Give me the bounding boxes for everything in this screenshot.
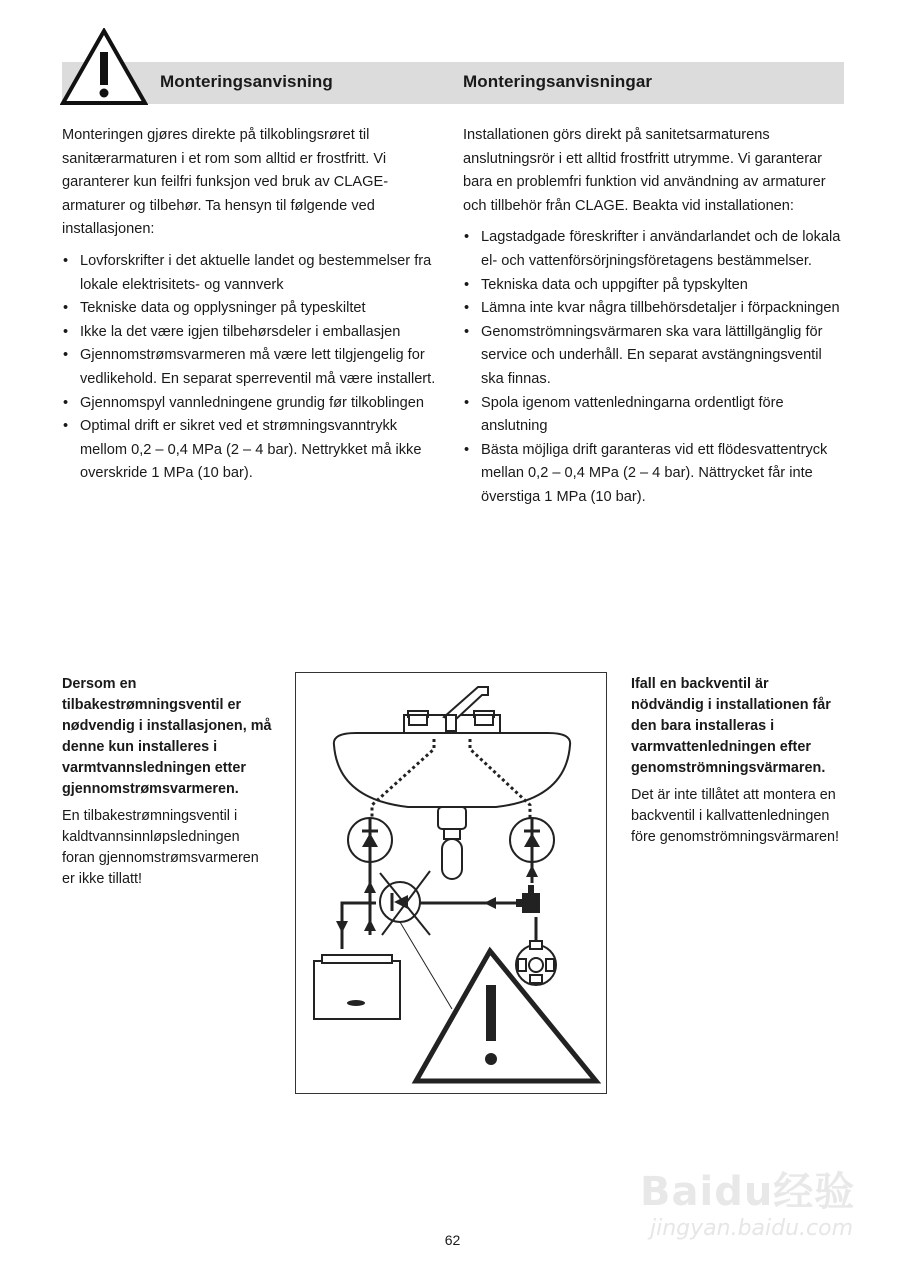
warning-triangle-large-icon [416,951,596,1081]
intro-paragraph: Monteringen gjøres direkte på tilkoblingsrøret til sanitærarmaturen i et rom som alltid er frostfritt. Vi garanterer kun feilfri funksjon ved bruk av CLAGE-armaturer og tilbehør. Ta hensyn til følgende ved installasjonen: [62,127,389,238]
bullet-icon: • [464,323,470,340]
page-number: 62 [444,1232,461,1248]
list-item: • Lovforskrifter i det aktuelle landet og bestemmelser fra lokale elektrisitets- og vannverk [62,250,447,297]
flow-arrow-icons [336,865,538,933]
stop-valve-icon [516,885,540,913]
pipe-lines [342,862,536,949]
list-item: • Ikke la det være igjen tilbehørsdeler i emballasjen [62,321,447,345]
list-item: • Bästa möjliga drift garanteras vid ett flödesvattentryck mellan 0,2 – 0,4 MPa (2 – 4 bar). Nättrycket får inte överstiga 1 MPa (10 bar). [463,439,848,510]
drain-siphon-icon [438,807,466,879]
requirements-list [463,226,848,509]
intro-paragraph: Installationen görs direkt på sanitetsarmaturens anslutningsrör i ett alltid frostfritt utrymme. Vi garanterar bara en problemfri funktion vid användning av armaturer och tillbehör från CLAGE. Beakta vid installationen: [463,127,826,214]
list-item: • Optimal drift er sikret ved et strømningsvanntrykk mellom 0,2 – 0,4 MPa (2 – 4 bar). Nettrykket må ikke overskride 1 MPa (10 bar). [62,415,447,486]
bullet-icon: • [63,252,69,269]
backflow-note-norwegian [62,674,274,890]
bullet-icon: • [464,229,470,246]
installation-diagram [295,672,607,1094]
bullet-icon: • [63,300,69,317]
list-item: • Tekniska data och uppgifter på typskylten [463,274,848,298]
norwegian-instructions [62,124,447,486]
check-valve-right-icon [510,818,554,862]
list-item: • Gjennomstrømsvarmeren må være lett tilgjengelig for vedlikehold. En separat sperreventil må være installert. [62,344,447,391]
note-warning: Dersom en tilbakestrømningsventil er nødvendig i installasjonen, må denne kun installeres i varmtvannsledningen etter gjennomstrømsvarmeren. [62,676,272,797]
bullet-icon: • [464,394,470,411]
bullet-icon: • [464,276,470,293]
header-title-swedish: Monteringsanvisningar [463,72,653,91]
water-heater-icon [314,955,400,1019]
list-item: • Lämna inte kvar några tillbehörsdetaljer i förpackningen [463,297,848,321]
swedish-instructions [463,124,848,510]
watermark-url: jingyan.baidu.com [650,1216,854,1241]
list-item: • Lagstadgade föreskrifter i användarlandet och de lokala el- och vattenförsörjningsföretagens bestämmelser. [463,226,848,273]
backflow-note-swedish [631,674,843,848]
list-item: • Genomströmningsvärmaren ska vara lättillgänglig för service och underhåll. En separat avstängningsventil ska finnas. [463,321,848,392]
bullet-icon: • [63,394,69,411]
list-item: • Spola igenom vattenledningarna ordentligt före anslutning [463,392,848,439]
check-valve-left-icon [348,818,392,862]
watermark-logo: Baidu经验 [640,1169,856,1215]
list-item: • Gjennomspyl vannledningene grundig før tilkoblingen [62,392,447,416]
bullet-icon: • [63,323,69,340]
note-text: En tilbakestrømningsventil i kaldtvannsinnløpsledningen foran gjennomstrømsvarmeren er ikke tillatt! [62,808,259,887]
pointer-line [400,922,452,1009]
sink-basin-icon [334,733,570,807]
bullet-icon: • [464,441,470,458]
list-item: • Tekniske data og opplysninger på typeskiltet [62,297,447,321]
bullet-icon: • [63,347,69,364]
faucet-icon [404,687,500,733]
note-warning: Ifall en backventil är nödvändig i installationen får den bara installeras i varmvattenledningen efter genomströmningsvärmaren. [631,676,831,776]
note-text: Det är inte tillåtet att montera en backventil i kallvattenledningen före genomströmningsvärmaren! [631,787,839,845]
diagram-svg [296,673,606,1093]
requirements-list [62,250,447,486]
bullet-icon: • [63,418,69,435]
header-title-norwegian: Monteringsanvisning [160,72,333,91]
bullet-icon: • [464,300,470,317]
pressure-gauge-icon [516,941,556,985]
warning-triangle-icon [60,28,148,106]
